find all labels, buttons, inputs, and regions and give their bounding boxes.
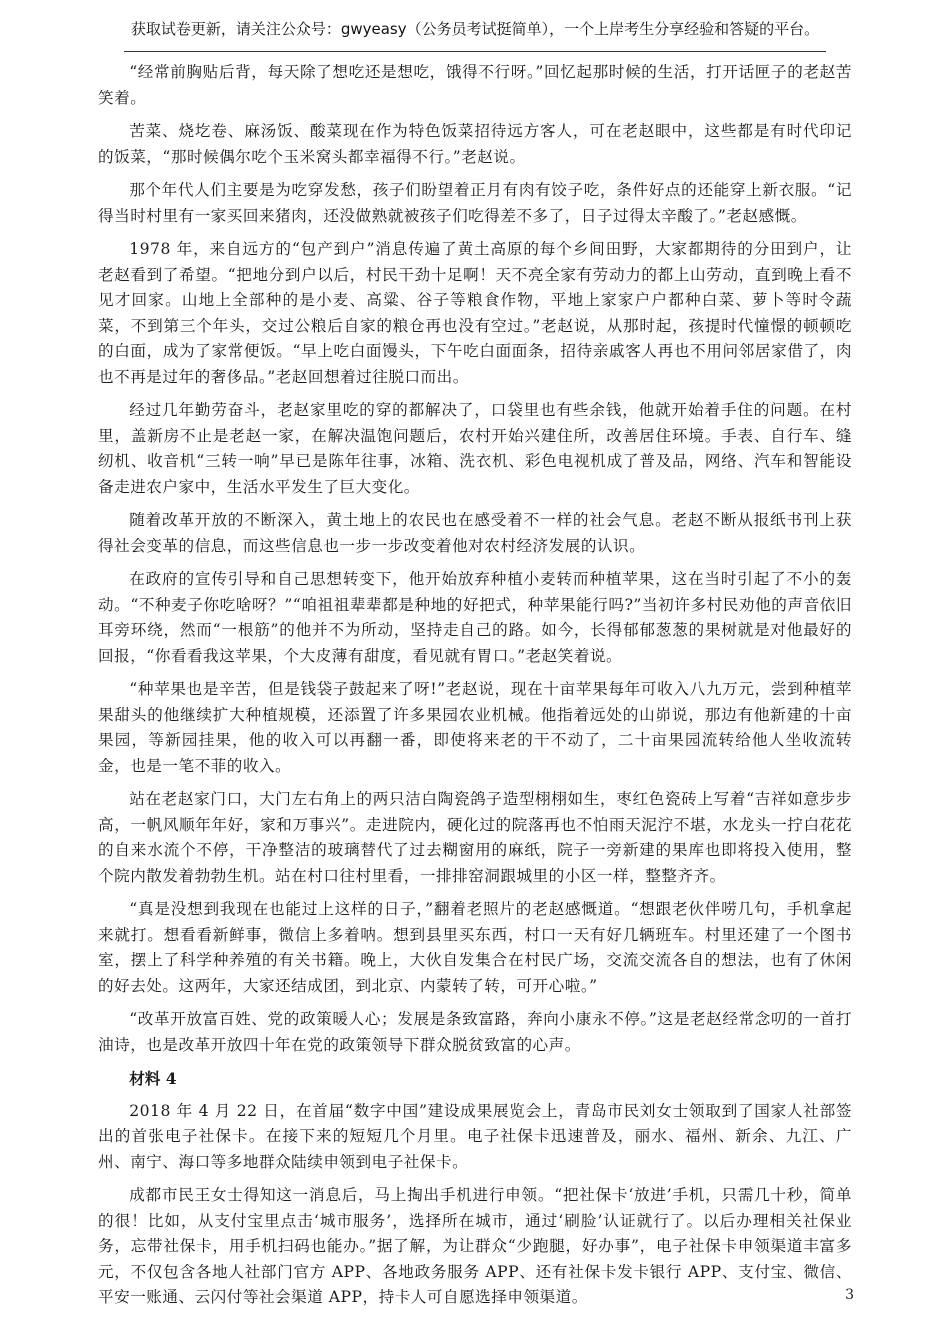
section-paragraph-2: 成都市民王女士得知这一消息后，马上掏出手机进行申领。“把社保卡‘放进’手机，只需几十秒，简单的很！比如，从支付宝里点击‘城市服务’，选择所在城市，通过‘刷脸’认证就行了。以后办理相关社保业务，忘带社保卡，用手机扫码也能办。”据了解，为让群众“少跑腿，好办事”，电子社保卡申领渠道丰富多元，不仅包含各地人社部门官方 APP、各地政务服务 APP、还有社保卡发卡银行 APP、支付宝、微信、平安一账通、云闪付等社会渠道 APP，持卡人可自愿选择申领渠道。 bbox=[98, 1186, 852, 1306]
paragraph-7: 在政府的宣传引导和自己思想转变下，他开始放弃种植小麦转而种植苹果，这在当时引起了不小的轰动。“不种麦子你吃啥呀？”“咱祖祖辈辈都是种地的好把式，种苹果能行吗?”当初许多村民劝他的声音依旧耳旁环绕，然而“一根筋”的他并不为所动，坚持走自己的路。如今，长得郁郁葱葱的果树就是对他最好的回报，“你看看我这苹果，个大皮薄有甜度，看见就有胃口。”老赵笑着说。 bbox=[98, 570, 852, 665]
section-heading-material-4: 材料 4 bbox=[129, 1069, 177, 1088]
page-number: 3 bbox=[845, 1287, 854, 1303]
paragraph-9: 站在老赵家门口，大门左右角上的两只洁白陶瓷鸽子造型栩栩如生，枣红色瓷砖上写着“吉祥如意步步高，一帆风顺年年好，家和万事兴”。走进院内，硬化过的院落再也不怕雨天泥泞不堪，水龙头一拧白花花的自来水流个不停，干净整洁的玻璃替代了过去糊窗用的麻纸，院子一旁新建的果库也即将投入使用，整个院内散发着勃勃生机。站在村口往村里看，一排排窑洞跟城里的小区一样，整整齐齐。 bbox=[98, 790, 852, 885]
paragraph-3: 那个年代人们主要是为吃穿发愁，孩子们盼望着正月有肉有饺子吃，条件好点的还能穿上新衣服。“记得当时村里有一家买回来猪肉，还没做熟就被孩子们吃得差不多了，日子过得太辛酸了。”老赵感慨。 bbox=[98, 181, 852, 225]
paragraph-2: 苦菜、烧圪卷、麻汤饭、酸菜现在作为特色饭菜招待远方客人，可在老赵眼中，这些都是有时代印记的饭菜，“那时候偶尔吃个玉米窝头都幸福得不行。”老赵说。 bbox=[98, 122, 852, 166]
paragraph-4: 1978 年，来自远方的“包产到户”消息传遍了黄土高原的每个乡间田野，大家都期待的分田到户，让老赵看到了希望。“把地分到户以后，村民干劲十足啊！天不亮全家有劳动力的都上山劳动，直到晚上看不见才回家。山地上全部种的是小麦、高粱、谷子等粮食作物，平地上家家户户都种白菜、萝卜等时令蔬菜，不到第三个年头，交过公粮后自家的粮仓再也没有空过。”老赵说，从那时起，孩提时代憧憬的顿顿吃的白面，成为了家常便饭。“早上吃白面馒头，下午吃白面面条，招待亲戚客人再也不用问邻居家借了，肉也不再是过年的奢侈品。”老赵回想着过往脱口而出。 bbox=[98, 240, 852, 386]
paragraph-6: 随着改革开放的不断深入，黄土地上的农民也在感受着不一样的社会气息。老赵不断从报纸书刊上获得社会变革的信息，而这些信息也一步一步改变着他对农村经济发展的认识。 bbox=[98, 511, 852, 555]
section-paragraph-1: 2018 年 4 月 22 日，在首届“数字中国”建设成果展览会上，青岛市民刘女士领取到了国家人社部签出的首张电子社保卡。在接下来的短短几个月里。电子社保卡迅速普及，丽水、福州、新余、九江、广州、南宁、海口等多地群众陆续申领到电子社保卡。 bbox=[98, 1101, 852, 1171]
page-header-notice: 获取试卷更新，请关注公众号：gwyeasy（公务员考试挺简单），一个上岸考生分享经验和答疑的平台。 bbox=[130, 20, 820, 38]
header-divider bbox=[124, 51, 826, 52]
paragraph-10: “真是没想到我现在也能过上这样的日子，”翻着老照片的老赵感慨道。“想跟老伙伴唠几句，手机拿起来就打。想看看新鲜事，微信上多着呐。想到县里买东西，村口一天有好几辆班车。村里还建了一个图书室，摆上了科学种养殖的有关书籍。晚上，大伙自发集合在村民广场，交流交流各自的想法，也有了休闲的好去处。这两年，大家还结成团，到北京、内蒙转了转，可开心啦。” bbox=[98, 900, 852, 995]
paragraph-1: “经常前胸贴后背，每天除了想吃还是想吃，饿得不行呀。”回忆起那时候的生活，打开话匣子的老赵苦笑着。 bbox=[98, 63, 852, 107]
paragraph-8: “种苹果也是辛苦，但是钱袋子鼓起来了呀!”老赵说，现在十亩苹果每年可收入八九万元，尝到种植苹果甜头的他继续扩大种植规模，还添置了许多果园农业机械。他指着远处的山峁说，那边有他新建的十亩果园，等新园挂果，他的收入可以再翻一番，即使将来老的干不动了，二十亩果园流转给他人坐收流转金，也是一笔不菲的收入。 bbox=[98, 680, 852, 775]
paragraph-5: 经过几年勤劳奋斗，老赵家里吃的穿的都解决了，口袋里也有些余钱，他就开始着手住的问题。在村里，盖新房不止是老赵一家，在解决温饱问题后，农村开始兴建住所，改善居住环境。手表、自行车、缝纫机、收音机“三转一响”早已是陈年往事，冰箱、洗衣机、彩色电视机成了普及品，网络、汽车和智能设备走进农户家中，生活水平发生了巨大变化。 bbox=[98, 401, 852, 496]
paragraph-11: “改革开放富百姓、党的政策暖人心；发展是条致富路，奔向小康永不停。”这是老赵经常念叨的一首打油诗，也是改革开放四十年在党的政策领导下群众脱贫致富的心声。 bbox=[98, 1010, 852, 1054]
document-body bbox=[98, 60, 852, 1319]
